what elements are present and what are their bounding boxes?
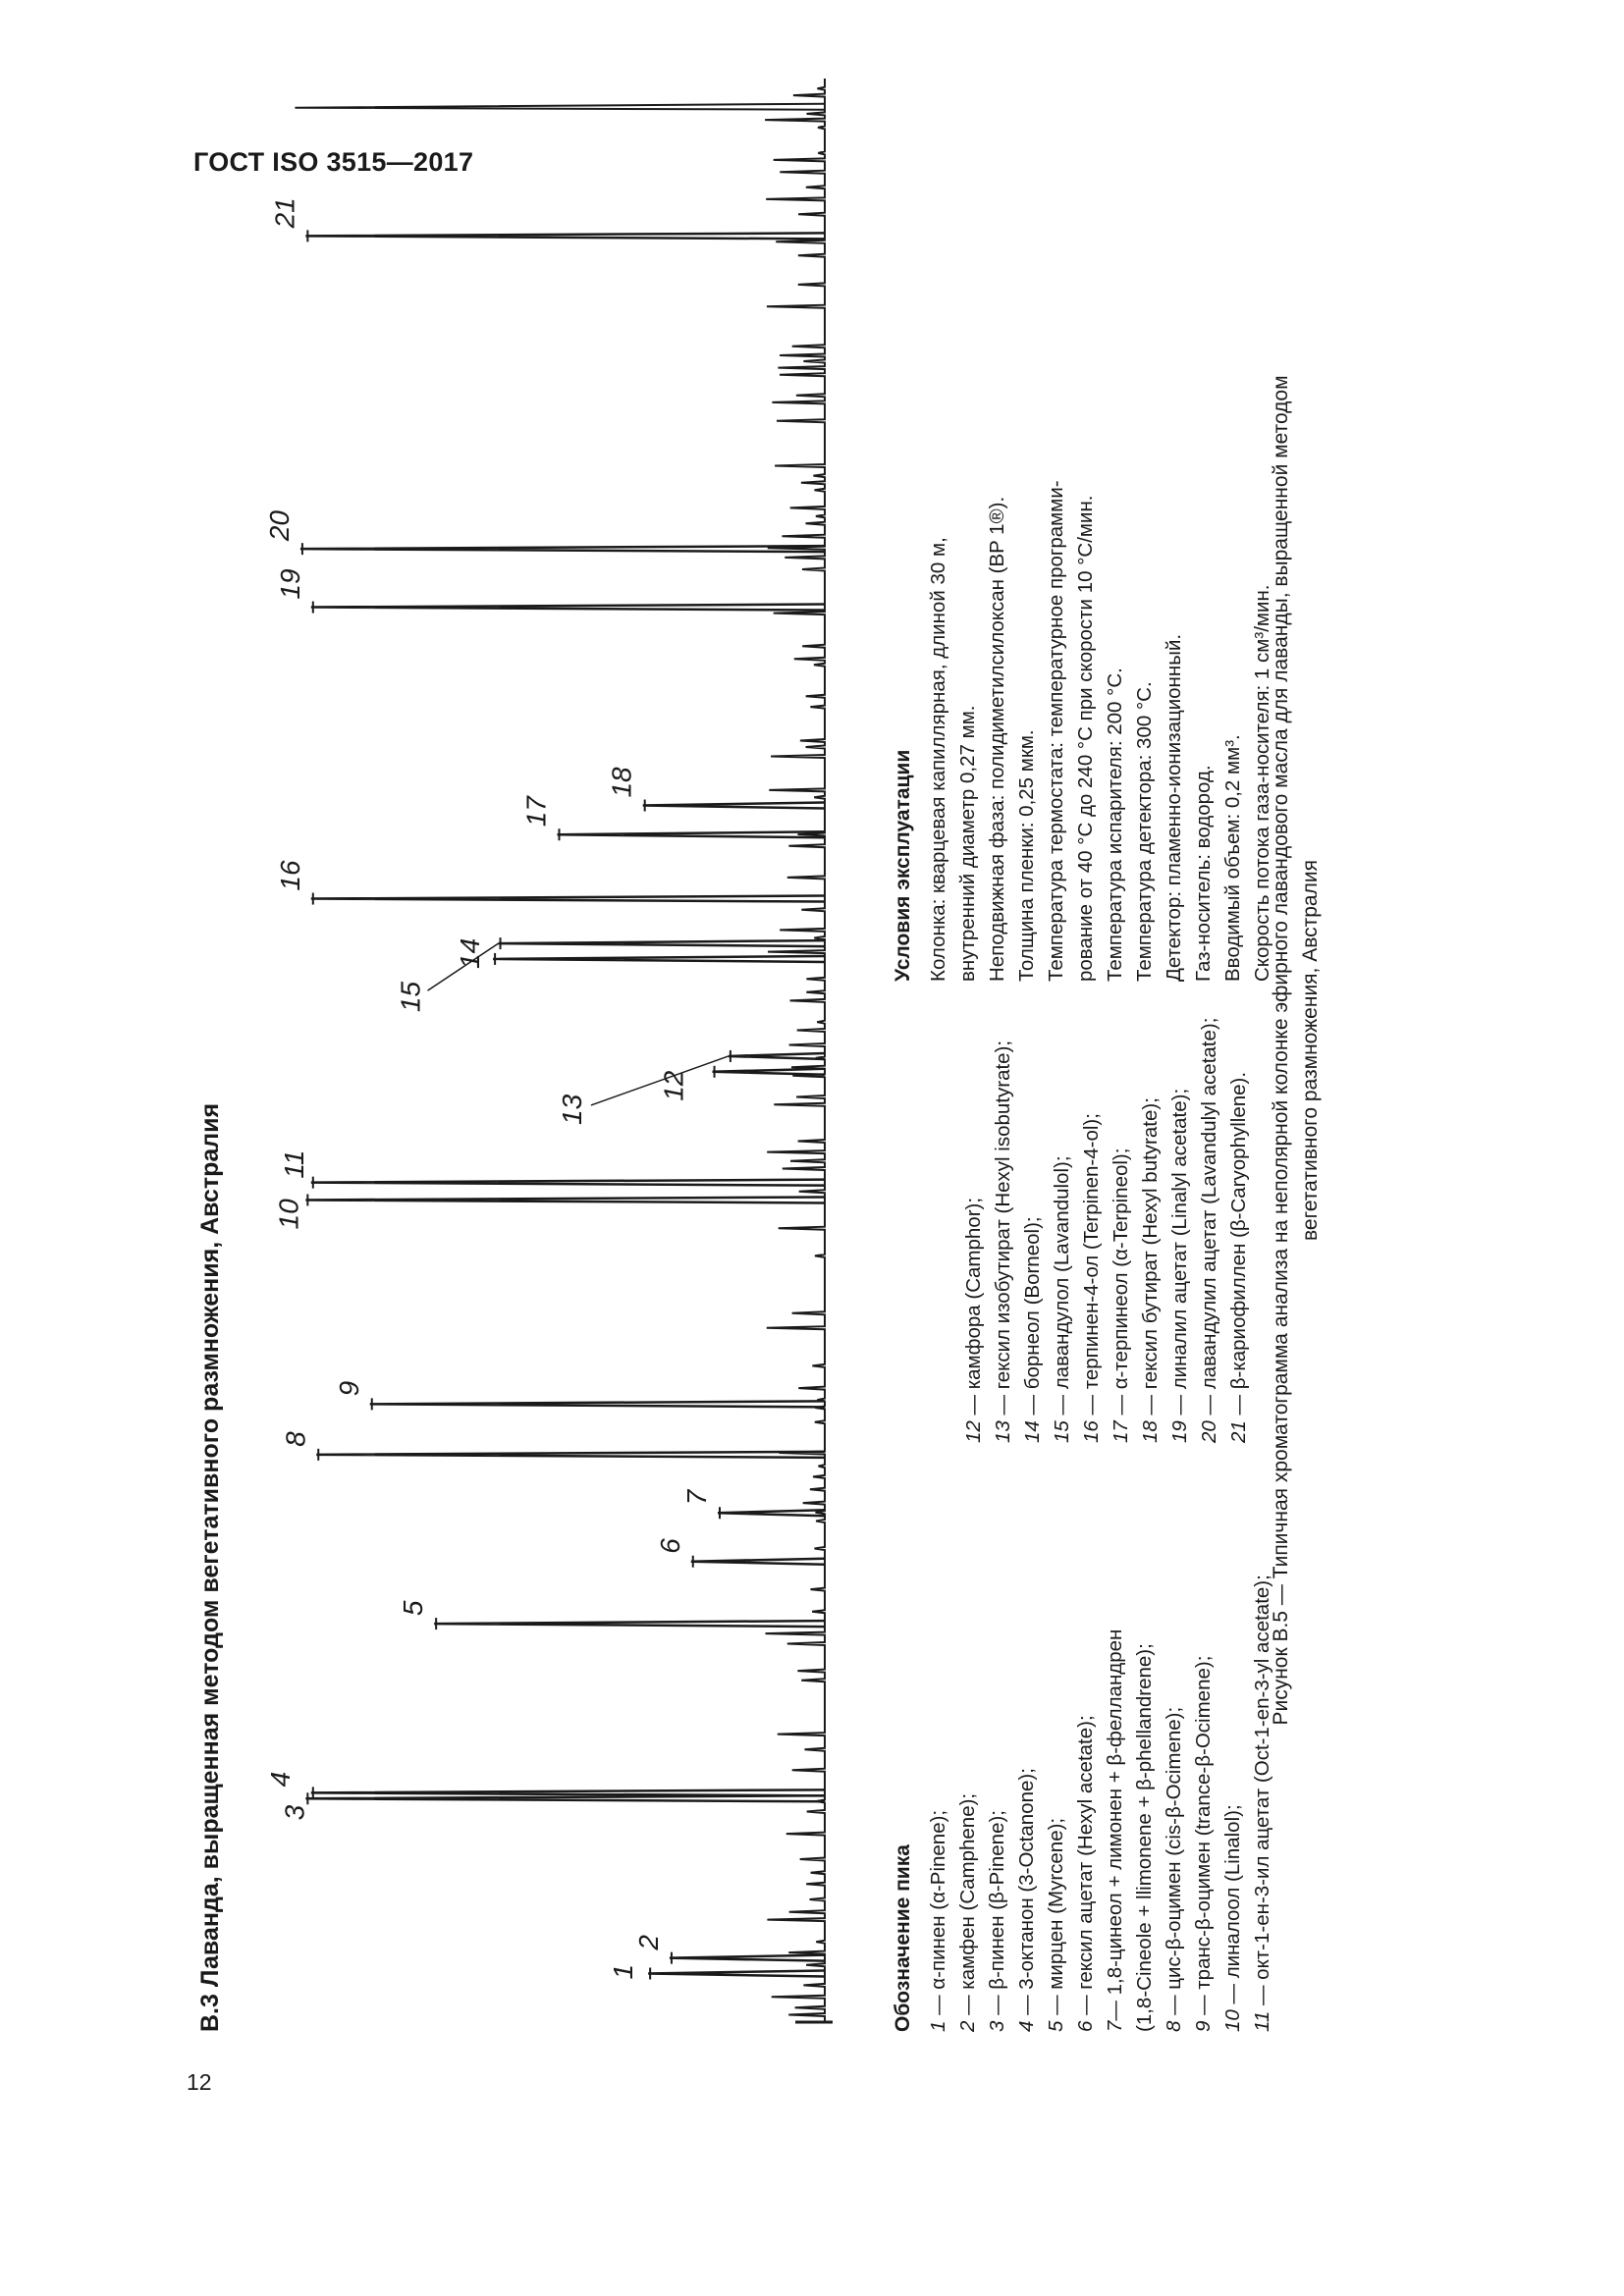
- peak-10: [305, 1197, 825, 1202]
- document-header: ГОСТ ISO 3515—2017: [193, 147, 474, 177]
- legend-column-1: [924, 1482, 1277, 2032]
- legend-item-text: (1,8-Cineole + llimonene + β-phellandrene);: [1133, 1643, 1156, 2032]
- legend-item: [1018, 1050, 1048, 1443]
- legend-item: [1165, 1050, 1195, 1443]
- legend-item-text: — линалил ацетат (Linalyl acetate);: [1168, 1088, 1191, 1421]
- peak-18: [643, 803, 825, 809]
- peak-label-18: 18: [606, 767, 637, 798]
- peak-label-19: 19: [274, 568, 305, 600]
- peak-label-2: 2: [632, 1935, 664, 1950]
- legend-item: [1012, 1482, 1042, 2032]
- peak-6: [691, 1559, 825, 1565]
- legend-item-number: 10: [1221, 2009, 1244, 2032]
- chromatogram-end-signal: [295, 104, 825, 110]
- condition-line: Газ-носитель: водород.: [1192, 765, 1215, 982]
- legend-item-text: — окт-1-ен-3-ил ацетат (Oct-1-en-3-yl acetate);: [1251, 1575, 1273, 2011]
- legend-item: [1130, 1482, 1160, 2032]
- legend-item-text: — терпинен-4-ол (Terpinen-4-ol);: [1080, 1113, 1103, 1421]
- legend-item-text: — гексил ацетат (Hexyl acetate);: [1074, 1715, 1097, 2021]
- peak-label-20: 20: [263, 510, 295, 542]
- peak-9: [370, 1401, 825, 1407]
- legend-item-number: 18: [1139, 1420, 1162, 1443]
- peak-legend: [889, 1017, 1277, 2032]
- condition-line: рование от 40 °С до 240 °С при скорости 10 °С/мин.: [1074, 495, 1097, 982]
- legend-item: [1071, 1482, 1101, 2032]
- legend-item-number: 14: [1021, 1420, 1044, 1443]
- legend-item-text: — α-пинен (α-Pinene);: [927, 1809, 949, 2021]
- legend-item-number: 13: [992, 1420, 1014, 1443]
- legend-item-number: 2: [956, 2020, 979, 2032]
- condition-line: внутренний диаметр 0,27 мм.: [956, 705, 979, 982]
- peak-label-16: 16: [274, 860, 305, 891]
- legend-item: [1107, 1050, 1136, 1443]
- legend-item-number: 6: [1074, 2020, 1097, 2032]
- peak-label-5: 5: [398, 1600, 429, 1617]
- peak-label-10: 10: [273, 1199, 304, 1230]
- legend-item-text: — камфен (Camphene);: [956, 1792, 979, 2021]
- peak-label-3: 3: [279, 1804, 310, 1821]
- legend-item-text: — лавандулил ацетат (Lavandulyl acetate);: [1198, 1017, 1220, 1421]
- peak-8: [316, 1452, 825, 1458]
- legend-item: [1048, 1050, 1077, 1443]
- condition-line: Толщина пленки: 0,25 мкм.: [1015, 729, 1038, 982]
- legend-item: [959, 1050, 989, 1443]
- legend-item-number: 15: [1051, 1420, 1073, 1443]
- peak-11: [311, 1180, 825, 1186]
- legend-item: [953, 1482, 983, 2032]
- legend-item-number: 7: [1104, 2020, 1126, 2032]
- legend-item-number: 3: [986, 2020, 1008, 2032]
- condition-line: Колонка: кварцевая капиллярная, длиной 30 м,: [927, 537, 949, 982]
- chromatogram-baseline: [765, 79, 825, 2022]
- peak-20: [300, 546, 825, 552]
- legend-item: [1218, 1482, 1248, 2032]
- peak-2: [670, 1955, 825, 1961]
- figure-caption: [1267, 69, 1326, 2032]
- caption-line-1: Рисунок B.5 — Типичная хроматограмма анализа на неполярной колонке эфирного лавандового масла для лаванды, выращенной методом: [1270, 375, 1292, 1726]
- legend-item-number: 1: [927, 2020, 949, 2032]
- legend-item-text: — 3-октанон (3-Octanone);: [1015, 1768, 1038, 2021]
- legend-item-text: — линалоол (Linalol);: [1221, 1804, 1244, 2010]
- legend-item-number: 16: [1080, 1420, 1103, 1443]
- condition-line: Температура испарителя: 200 °С.: [1104, 667, 1126, 982]
- legend-item-text: — 1,8-цинеол + лимонен + β-фелландрен: [1104, 1629, 1126, 2021]
- legend-item: [989, 1040, 1018, 1443]
- legend-item: [1160, 1482, 1189, 2032]
- condition-line: Вводимый объем: 0,2 мм³.: [1221, 734, 1244, 982]
- legend-item: [1224, 1050, 1254, 1443]
- legend-item: [1042, 1482, 1071, 2032]
- chromatogram-svg: [236, 69, 864, 2032]
- peak-12: [713, 1069, 825, 1075]
- legend-item: [924, 1482, 953, 2032]
- peak-19: [311, 605, 825, 611]
- legend-item-text: — β-пинен (β-Pinene);: [986, 1809, 1008, 2021]
- legend-title: Обозначение пика: [892, 1844, 914, 2032]
- peak-21: [305, 233, 825, 239]
- peak-1: [648, 1971, 825, 1977]
- peak-label-15: 15: [395, 981, 426, 1013]
- chromatogram: [236, 69, 864, 2032]
- peak-label-14: 14: [455, 937, 486, 969]
- rotated-figure-block: [196, 59, 1335, 2032]
- peak-5: [434, 1621, 825, 1627]
- peak-label-17: 17: [520, 796, 552, 828]
- legend-item-number: 19: [1168, 1420, 1191, 1443]
- legend-item: [1077, 1050, 1107, 1443]
- legend-item-text: — гексил бутират (Hexyl butyrate);: [1139, 1097, 1162, 1421]
- legend-item-text: — гексил изобутират (Hexyl isobutyrate);: [992, 1040, 1014, 1421]
- legend-item-text: — α-терпинеол (α-Terpineol);: [1110, 1148, 1132, 1421]
- legend-item-number: 4: [1015, 2020, 1038, 2032]
- legend-item: [983, 1482, 1012, 2032]
- peak-14: [493, 956, 825, 962]
- legend-column-2: [924, 1017, 1277, 1443]
- legend-item-number: 9: [1192, 2020, 1215, 2032]
- legend-item-text: — β-кариофиллен (β-Caryophyllene).: [1227, 1071, 1250, 1421]
- section-title: B.3 Лаванда, выращенная методом вегетативного размножения, Австралия: [196, 1102, 224, 2032]
- peak-label-9: 9: [333, 1380, 364, 1397]
- condition-line: Температура термостата: температурное программи-: [1045, 480, 1067, 982]
- legend-item-number: 11: [1251, 2010, 1273, 2032]
- legend-item-number: 12: [962, 1420, 985, 1443]
- page-number: 12: [187, 2069, 212, 2095]
- peak-label-13: 13: [556, 1094, 587, 1125]
- peak-label-21: 21: [269, 197, 300, 229]
- legend-item: [1189, 1482, 1218, 2032]
- legend-item-text: — транс-β-оцимен (trance-β-Ocimene);: [1192, 1655, 1215, 2021]
- conditions-lines: [924, 69, 1277, 982]
- legend-item: [1195, 1017, 1224, 1443]
- legend-item-number: 20: [1198, 1420, 1220, 1443]
- peak-label-4: 4: [264, 1771, 296, 1788]
- peak-label-6: 6: [654, 1538, 685, 1554]
- peak-4: [311, 1789, 825, 1795]
- peak-15: [499, 940, 825, 946]
- peak-label-7: 7: [681, 1489, 712, 1506]
- legend-item-number: 17: [1110, 1420, 1132, 1443]
- caption-line-2: вегетативного размножения, Австралия: [1299, 860, 1322, 1241]
- condition-line: Скорость потока газа-носителя: 1 см³/мин.: [1251, 584, 1273, 982]
- legend-item-text: — лавандулол (Lavandulol);: [1051, 1155, 1073, 1421]
- peak-13: [729, 1053, 825, 1059]
- legend-item-number: 8: [1163, 2020, 1185, 2032]
- peak-3: [305, 1795, 825, 1801]
- condition-line: Температура детектора: 300 °С.: [1133, 681, 1156, 982]
- peak-label-11: 11: [278, 1149, 309, 1179]
- peak-label-8: 8: [280, 1431, 311, 1447]
- legend-item-text: — борнеол (Borneol);: [1021, 1216, 1044, 1421]
- legend-item-text: — мирцен (Myrcene);: [1045, 1817, 1067, 2021]
- legend-item-text: — камфора (Camphor);: [962, 1197, 985, 1421]
- peak-label-1: 1: [608, 1963, 639, 1980]
- legend-item: [1101, 1482, 1130, 2032]
- peak-label-12: 12: [658, 1070, 689, 1101]
- peak-7: [718, 1510, 825, 1516]
- peak-16: [311, 896, 825, 902]
- conditions-title: Условия эксплуатации: [892, 749, 914, 982]
- legend-item-number: 21: [1227, 1420, 1250, 1443]
- peak-17: [558, 831, 826, 837]
- legend-item-number: 5: [1045, 2020, 1067, 2032]
- legend-item: [1136, 1050, 1165, 1443]
- operating-conditions: [889, 69, 1277, 982]
- condition-line: Детектор: пламенно-ионизационный.: [1163, 633, 1185, 982]
- legend-item-text: — цис-β-оцимен (cis-β-Ocimene);: [1163, 1706, 1185, 2021]
- condition-line: Неподвижная фаза: полидиметилсилоксан (BP 1®).: [986, 496, 1008, 982]
